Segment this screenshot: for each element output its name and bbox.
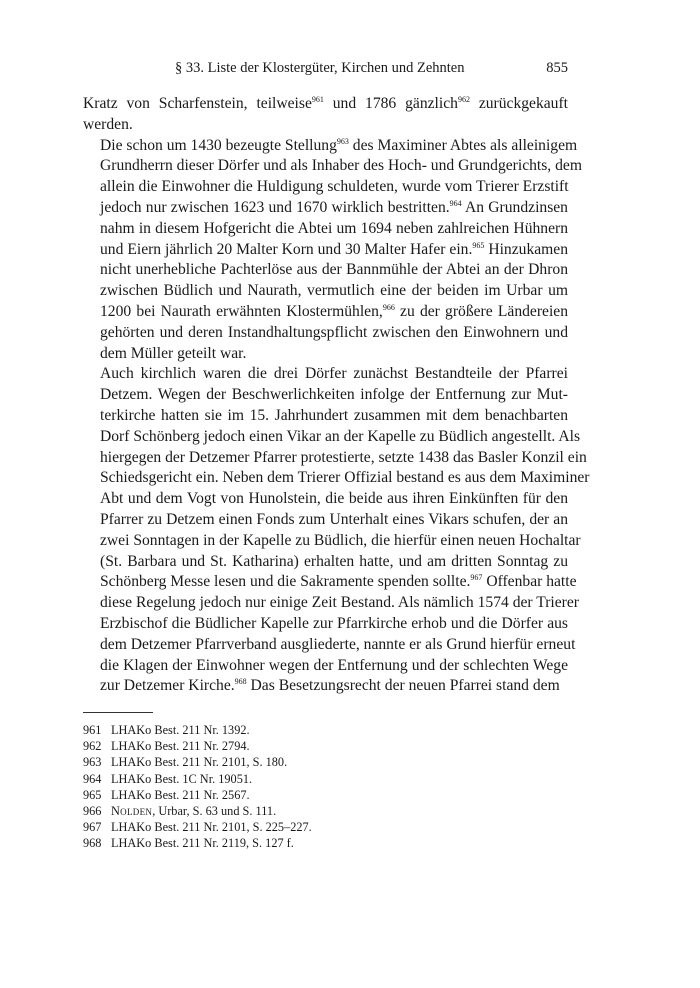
text-segment: hiergegen der Detzemer Pfarrer protestierte, setzte 1438 das Basler Konzil ein xyxy=(100,448,587,466)
text-segment: zur Detzemer Kirche. xyxy=(100,677,235,695)
text-line xyxy=(83,531,581,552)
footnotes xyxy=(83,722,568,852)
text-segment: terkirche hatten sie im 15. Jahrhundert zusammen mit dem benachbarten xyxy=(100,406,568,424)
footnote-text: LHAKo Best. 1C Nr. 19051. xyxy=(111,771,253,786)
footnote-text: LHAKo Best. 211 Nr. 2567. xyxy=(111,787,250,802)
footnote xyxy=(83,803,568,819)
footnote xyxy=(83,835,568,851)
text-segment: (St. Barbara und St. Katharina) erhalten hatte, und am dritten Sonntag zu xyxy=(100,552,568,570)
footnote xyxy=(83,722,568,738)
text-line xyxy=(83,260,568,281)
footnote-reference[interactable]: 965 xyxy=(472,240,485,250)
text-segment: An Grundzinsen xyxy=(461,198,568,216)
footnote-reference[interactable]: 963 xyxy=(336,136,349,146)
text-segment: nahm in diesem Hofgericht die Abtei um 1694 neben zahlreichen Hühnern xyxy=(100,219,568,237)
footnote-text: LHAKo Best. 211 Nr. 2101, S. 225–227. xyxy=(111,820,312,835)
text-segment: Hinzukamen xyxy=(484,240,569,258)
text-segment: des Maximiner Abtes als alleinigem xyxy=(348,136,578,154)
paragraph xyxy=(83,94,568,136)
text-segment: allein die Einwohner die Huldigung schuldeten, wurde vom Trierer Erzstift xyxy=(100,178,569,196)
footnote-separator xyxy=(83,712,153,713)
text-segment: zwei Sonntagen in der Kapelle zu Büdlich, die hierfür einen neuen Hochaltar xyxy=(100,531,581,549)
text-line xyxy=(83,364,568,385)
footnote-number: 967 xyxy=(83,820,102,835)
text-segment: 1200 bei Naurath erwähnten Klostermühlen, xyxy=(100,302,383,320)
text-segment: zwischen Büdlich und Naurath, vermutlich eine der beiden im Urbar um xyxy=(100,282,568,300)
running-header-title: § 33. Liste der Klostergüter, Kirchen und Zehnten xyxy=(175,60,465,76)
text-line xyxy=(83,177,568,198)
text-segment: Erzbischof die Büdlicher Kapelle zur Pfarrkirche erhob und die Dörfer aus xyxy=(100,614,568,632)
text-line xyxy=(83,219,568,240)
text-line xyxy=(83,281,568,302)
page-number: 855 xyxy=(546,60,568,76)
text-segment: und 1786 gänzlich xyxy=(323,95,458,112)
text-segment: Grundherrn dieser Dörfer und als Inhaber des Hoch- und Grundgerichts, dem xyxy=(100,157,582,175)
text-line xyxy=(83,302,568,323)
text-line xyxy=(83,115,568,136)
text-line xyxy=(83,614,568,635)
paragraph xyxy=(83,136,582,365)
text-line xyxy=(83,656,568,677)
text-segment: Kratz von Scharfenstein, teilweise xyxy=(83,95,312,112)
text-segment: und Eiern jährlich 20 Malter Korn und 30 Malter Hafer ein. xyxy=(100,240,473,258)
footnote xyxy=(83,787,568,803)
text-segment: jedoch nur zwischen 1623 und 1670 wirklich bestritten. xyxy=(100,198,450,216)
text-line xyxy=(83,344,568,365)
footnote-reference[interactable]: 968 xyxy=(234,677,247,687)
text-segment: Auch kirchlich waren die drei Dörfer zunächst Bestandteile der Pfarrei xyxy=(100,365,568,383)
text-segment: Dorf Schönberg jedoch einen Vikar an der Kapelle zu Büdlich angestellt. Als xyxy=(100,427,581,445)
text-line xyxy=(83,448,587,469)
text-segment: diese Regelung jedoch nur einige Zeit Bestand. Als nämlich 1574 der Trierer xyxy=(100,594,579,612)
footnote-number: 961 xyxy=(83,723,102,737)
footnote-number: 962 xyxy=(83,739,102,754)
text-segment: Offenbar hatte xyxy=(482,573,577,591)
text-segment: dem Müller geteilt war. xyxy=(100,344,247,362)
text-segment: die Klagen der Einwohner wegen der Entfernung und der schlechten Wege xyxy=(100,656,568,674)
text-segment: zurückgekauft xyxy=(469,95,569,112)
text-line xyxy=(83,676,568,697)
text-line xyxy=(83,593,579,614)
text-line xyxy=(83,385,568,406)
text-segment: dem Detzemer Pfarrverband ausgliederte, nannte er als Grund hierfür erneut xyxy=(100,635,576,653)
footnote-number: 968 xyxy=(83,836,102,851)
text-segment: Pfarrer zu Detzem einen Fonds zum Unterhalt eines Vikars schufen, der an xyxy=(100,510,568,528)
text-line xyxy=(83,572,577,593)
footnote-text: LHAKo Best. 211 Nr. 1392. xyxy=(111,723,250,737)
footnote-reference[interactable]: 964 xyxy=(449,198,462,208)
footnote-reference[interactable]: 961 xyxy=(311,95,324,104)
text-line xyxy=(83,427,581,448)
text-segment: Schiedsgericht ein. Neben dem Trierer Offizial bestand es aus dem Maximiner xyxy=(100,469,590,487)
text-segment: zu der größere Ländereien xyxy=(394,302,569,320)
text-line xyxy=(83,240,568,261)
footnote-reference[interactable]: 962 xyxy=(457,95,470,104)
footnote xyxy=(83,819,568,835)
text-segment: Die schon um 1430 bezeugte Stellung xyxy=(100,136,337,154)
footnote-text: LHAKo Best. 211 Nr. 2119, S. 127 f. xyxy=(111,836,294,851)
text-line xyxy=(83,136,578,157)
paragraph xyxy=(83,364,590,697)
text-line xyxy=(83,406,568,427)
text-line xyxy=(83,323,568,344)
text-segment: Abt und dem Vogt von Hunolstein, die beide aus ihren Einkünften für den xyxy=(100,490,568,508)
footnote xyxy=(83,771,568,787)
text-line xyxy=(83,198,568,219)
text-line xyxy=(83,510,568,531)
footnote-number: 963 xyxy=(83,755,102,770)
footnote-text: , Urbar, S. 63 und S. 111. xyxy=(152,804,277,819)
text-line xyxy=(83,552,568,573)
footnote-author: Nolden xyxy=(111,804,153,819)
text-line xyxy=(83,156,582,177)
text-line xyxy=(83,468,590,489)
text-line xyxy=(83,635,576,656)
text-segment: Schönberg Messe lesen und die Sakramente spenden sollte. xyxy=(100,573,471,591)
body-text xyxy=(83,94,590,697)
text-segment: gehörten und deren Instandhaltungspflicht zwischen den Einwohnern und xyxy=(100,323,568,341)
footnote-number: 965 xyxy=(83,787,102,802)
footnote-reference[interactable]: 967 xyxy=(470,573,483,583)
text-line xyxy=(83,94,568,115)
footnote-text: LHAKo Best. 211 Nr. 2101, S. 180. xyxy=(111,755,288,770)
text-line xyxy=(83,489,568,510)
running-header xyxy=(83,60,568,82)
text-segment: Detzem. Wegen der Beschwerlichkeiten infolge der Entfernung zur Mut- xyxy=(100,386,568,404)
text-segment: werden. xyxy=(83,115,133,133)
text-segment: Das Besetzungsrecht der neuen Pfarrei stand dem xyxy=(246,677,560,695)
footnote xyxy=(83,754,568,770)
footnote-number: 966 xyxy=(83,804,102,819)
text-segment: nicht unerhebliche Pachterlöse aus der Bannmühle der Abtei an der Dhron xyxy=(100,261,568,279)
footnote-reference[interactable]: 966 xyxy=(382,302,395,312)
footnote-number: 964 xyxy=(83,771,102,786)
footnote xyxy=(83,738,568,754)
footnote-text: LHAKo Best. 211 Nr. 2794. xyxy=(111,739,250,754)
